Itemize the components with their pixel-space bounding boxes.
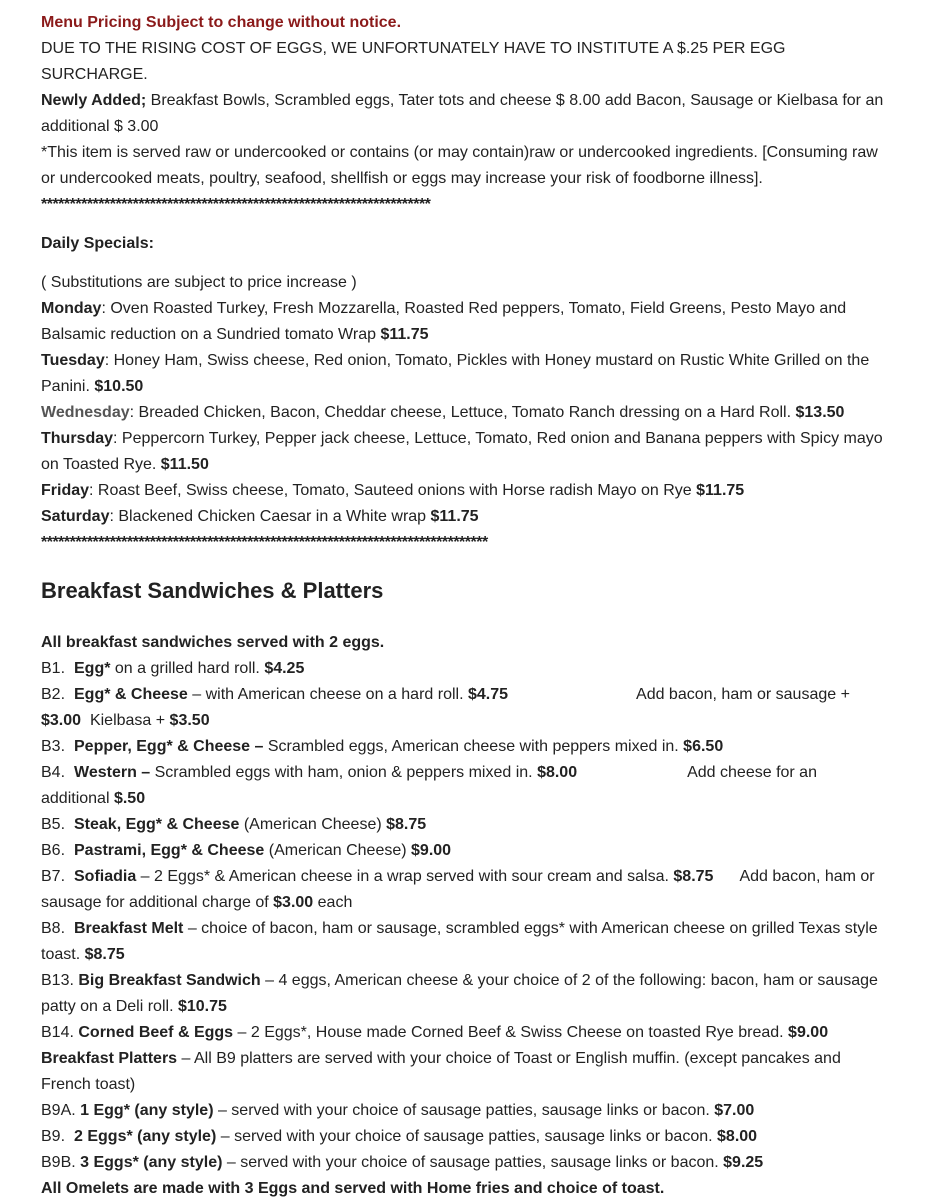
item-addon: Add bacon, ham or sausage for additional charge of [41,868,875,911]
special-description: : Peppercorn Turkey, Pepper jack cheese, Lettuce, Tomato, Red onion and Banana peppers with Spicy mayo on Toasted Rye. [41,430,883,473]
item-description: – 2 Eggs* & American cheese in a wrap served with sour cream and salsa. [136,868,674,885]
item-price: $8.00 [717,1128,758,1145]
special-tuesday [41,348,889,400]
platters-description: – All B9 platters are served with your choice of Toast or English muffin. (except pancakes and French toast) [41,1050,841,1093]
menu-item-b13 [41,968,889,1020]
item-description: – served with your choice of sausage patties, sausage links or bacon. [222,1154,724,1171]
newly-added-notice [41,88,889,140]
item-price: $4.25 [264,660,305,677]
day-label: Tuesday [41,352,105,369]
item-price: $6.50 [683,738,724,755]
item-code: B5. [41,816,66,833]
item-addon: Add bacon, ham or sausage + [636,686,850,703]
day-label: Saturday [41,508,110,525]
item-price: $8.00 [537,764,578,781]
newly-added-label: Newly Added; [41,92,147,109]
special-description: : Blackened Chicken Caesar in a White wrap [109,508,431,525]
item-description: Scrambled eggs with ham, onion & peppers mixed in. [150,764,538,781]
special-wednesday [41,400,889,426]
item-name: Corned Beef & Eggs [78,1024,234,1041]
item-description: (American Cheese) [239,816,387,833]
item-price: $9.00 [788,1024,829,1041]
item-code: B13. [41,972,74,989]
special-price: $10.50 [94,378,144,395]
item-description: – served with your choice of sausage patties, sausage links or bacon. [216,1128,718,1145]
item-description: – served with your choice of sausage patties, sausage links or bacon. [213,1102,715,1119]
special-description: : Oven Roasted Turkey, Fresh Mozzarella, Roasted Red peppers, Tomato, Field Greens, Pesto Mayo and Balsamic reduction on a Sundried tomato Wrap [41,300,847,343]
addon-price: $.50 [113,790,146,807]
item-name: Pepper, Egg* & Cheese – [74,738,264,755]
day-label: Wednesday [41,404,130,421]
special-price: $13.50 [795,404,845,421]
item-code: B1. [41,660,66,677]
kielbasa-addon: Kielbasa + [81,712,170,729]
item-name: Steak, Egg* & Cheese [74,816,240,833]
item-name: Sofiadia [74,868,137,885]
platter-b9 [41,1124,889,1150]
menu-item-b4 [41,760,889,812]
addon-price: $3.00 [273,894,314,911]
item-name: Egg* & Cheese [74,686,188,703]
item-name: 1 Egg* (any style) [80,1102,214,1119]
menu-item-b2 [41,682,889,734]
menu-item-b1 [41,656,889,682]
day-label: Monday [41,300,102,317]
item-price: $7.00 [714,1102,755,1119]
menu-item-b14 [41,1020,889,1046]
special-price: $11.75 [696,482,745,499]
special-saturday [41,504,889,530]
item-price: $9.00 [411,842,452,859]
breakfast-platters-intro [41,1046,889,1098]
special-description: : Honey Ham, Swiss cheese, Red onion, Tomato, Pickles with Honey mustard on Rustic White Grilled on the Panini. [41,352,870,395]
item-name: Egg* [74,660,111,677]
special-description: : Roast Beef, Swiss cheese, Tomato, Sauteed onions with Horse radish Mayo on Rye [89,482,697,499]
day-label: Friday [41,482,90,499]
item-name: 3 Eggs* (any style) [80,1154,223,1171]
item-description: Scrambled eggs, American cheese with peppers mixed in. [263,738,684,755]
newly-added-text: Breakfast Bowls, Scrambled eggs, Tater tots and cheese $ 8.00 add Bacon, Sausage or Kielbasa for an additional $ 3.00 [41,92,884,135]
day-label: Thursday [41,430,114,447]
item-price: $10.75 [177,998,227,1015]
special-thursday [41,426,889,478]
divider-stars: ****************************************************************************** [41,534,488,551]
omelets-note: All Omelets are made with 3 Eggs and served with Home fries and choice of toast. [41,1180,665,1197]
menu-item-b5 [41,812,889,838]
item-code: B6. [41,842,66,859]
platter-b9b [41,1150,889,1176]
pricing-notice: Menu Pricing Subject to change without notice. [41,14,402,31]
breakfast-intro: All breakfast sandwiches served with 2 eggs. [41,634,385,651]
substitution-note: ( Substitutions are subject to price increase ) [41,274,357,291]
item-description: (American Cheese) [264,842,412,859]
item-description: on a grilled hard roll. [110,660,265,677]
item-name: Big Breakfast Sandwich [78,972,261,989]
item-price: $8.75 [84,946,125,963]
raw-food-warning: *This item is served raw or undercooked or contains (or may contain)raw or undercooked ingredients. [Consuming raw or undercooked meats, poultry, seafood, shellfish or eggs may increase your risk of foodborne illness]. [41,144,878,187]
item-price: $9.25 [723,1154,764,1171]
menu-item-b8 [41,916,889,968]
item-description: – with American cheese on a hard roll. [187,686,468,703]
special-friday [41,478,889,504]
divider-stars: ******************************************************************** [41,196,431,213]
item-price: $8.75 [386,816,427,833]
item-code: B9. [41,1128,66,1145]
special-price: $11.50 [160,456,209,473]
egg-surcharge-notice: DUE TO THE RISING COST OF EGGS, WE UNFORTUNATELY HAVE TO INSTITUTE A $.25 PER EGG SURCHARGE. [41,40,786,83]
addon-price: $3.00 [41,712,82,729]
special-description: : Breaded Chicken, Bacon, Cheddar cheese, Lettuce, Tomato Ranch dressing on a Hard Roll. [129,404,796,421]
item-description: – 4 eggs, American cheese & your choice of 2 of the following: bacon, ham or sausage patty on a Deli roll. [41,972,878,1015]
item-addon: Add cheese for an additional [41,764,817,807]
special-price: $11.75 [430,508,479,525]
platter-b9a [41,1098,889,1124]
item-code: B14. [41,1024,74,1041]
special-monday [41,296,889,348]
platters-label: Breakfast Platters [41,1050,178,1067]
addon-suffix: each [313,894,353,911]
item-name: Western – [74,764,151,781]
item-description: – 2 Eggs*, House made Corned Beef & Swiss Cheese on toasted Rye bread. [233,1024,789,1041]
menu-item-b7 [41,864,889,916]
item-code: B7. [41,868,66,885]
item-code: B4. [41,764,66,781]
menu-item-b6 [41,838,889,864]
menu-item-b3 [41,734,889,760]
section-heading: Breakfast Sandwiches & Platters [41,578,384,603]
item-description: – choice of bacon, ham or sausage, scrambled eggs* with American cheese on grilled Texas style toast. [41,920,878,963]
item-price: $4.75 [467,686,509,703]
item-code: B2. [41,686,66,703]
special-price: $11.75 [380,326,429,343]
item-code: B3. [41,738,66,755]
item-name: Pastrami, Egg* & Cheese [74,842,265,859]
item-code: B9B. [41,1154,76,1171]
kielbasa-price: $3.50 [169,712,210,729]
item-price: $8.75 [673,868,714,885]
item-name: 2 Eggs* (any style) [74,1128,217,1145]
item-code: B9A. [41,1102,76,1119]
daily-specials-title: Daily Specials: [41,235,154,252]
item-name: Breakfast Melt [74,920,184,937]
item-code: B8. [41,920,66,937]
